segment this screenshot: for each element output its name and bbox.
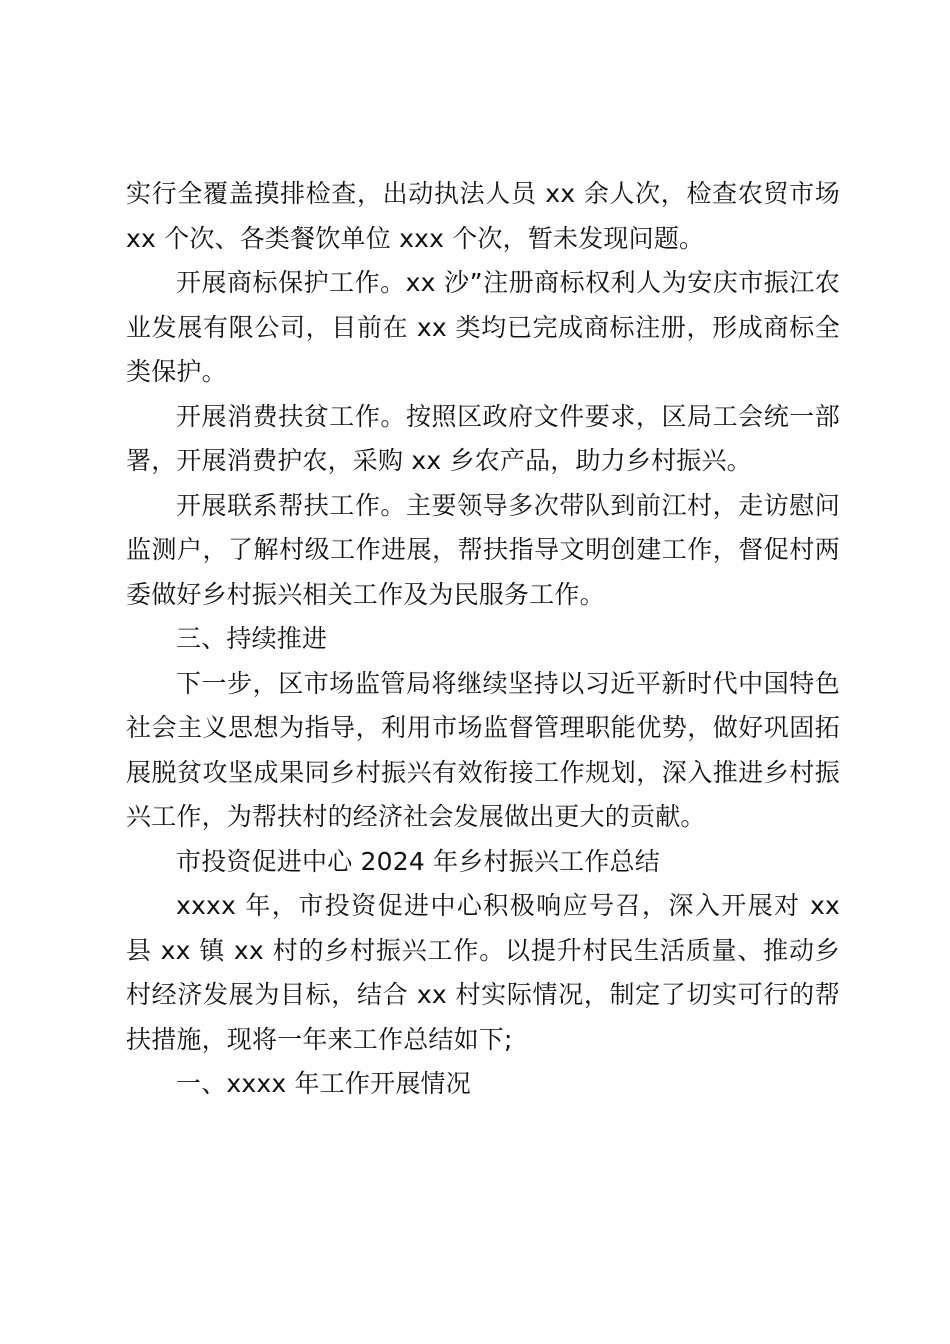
paragraph-inspection-summary: 实行全覆盖摸排检查，出动执法人员 xx 余人次，检查农贸市场 xx 个次、各类餐饮单位 xxx 个次，暂未发现问题。 [126, 179, 840, 253]
paragraph-consumption-poverty-relief: 开展消费扶贫工作。按照区政府文件要求，区局工会统一部署，开展消费护农，采购 xx 乡农产品，助力乡村振兴。 [126, 401, 840, 475]
paragraph-next-steps: 下一步，区市场监管局将继续坚持以习近平新时代中国特色社会主义思想为指导，利用市场监督管理职能优势，做好巩固拓展脱贫攻坚成果同乡村振兴有效衔接工作规划，深入推进乡村振兴工作，为帮扶村的经济社会发展做出更大的贡献。 [126, 668, 840, 831]
paragraph-introduction: xxxx 年，市投资促进中心积极响应号召，深入开展对 xx 县 xx 镇 xx 村的乡村振兴工作。以提升村民生活质量、推动乡村经济发展为目标，结合 xx 村实际情况，制定了切实可行的帮扶措施，现将一年来工作总结如下; [126, 891, 840, 1054]
document-title-investment-center-summary: 市投资促进中心 2024 年乡村振兴工作总结 [176, 846, 660, 876]
section-heading-continue-advancing: 三、持续推进 [176, 624, 328, 653]
paragraph-trademark-protection: 开展商标保护工作。xx 沙”注册商标权利人为安庆市振江农业发展有限公司，目前在 xx 类均已完成商标注册，形成商标全类保护。 [126, 268, 840, 386]
paragraph-contact-assistance: 开展联系帮扶工作。主要领导多次带队到前江村，走访慰问监测户，了解村级工作进展，帮扶指导文明创建工作，督促村两委做好乡村振兴相关工作及为民服务工作。 [126, 490, 840, 609]
document-body [126, 172, 840, 1107]
section-heading-work-progress: 一、xxxx 年工作开展情况 [176, 1069, 471, 1098]
